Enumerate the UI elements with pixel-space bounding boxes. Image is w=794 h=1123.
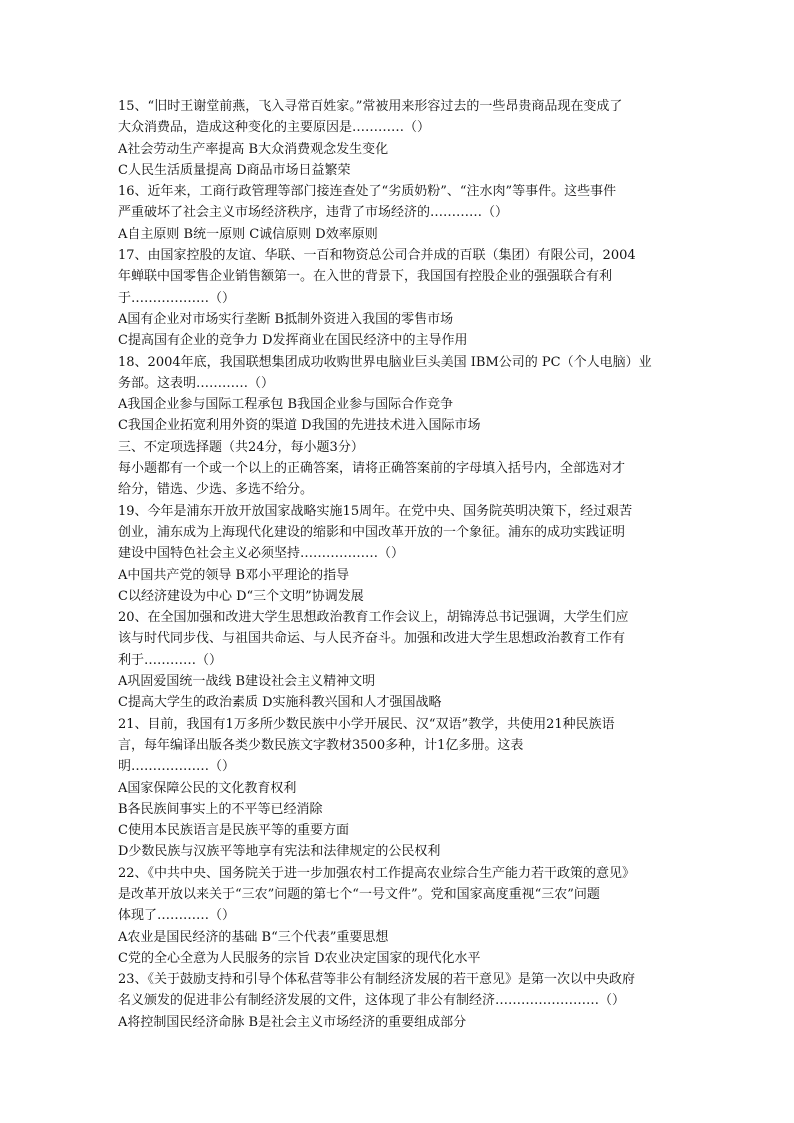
text-line: 22、《中共中央、国务院关于进一步加强农村工作提高农业综合生产能力若干政策的意见》 bbox=[118, 865, 636, 881]
text-line: 言，每年编译出版各类少数民族文字教材3500多种，计1亿多册。这表 bbox=[118, 737, 524, 753]
text-line: 于………………（） bbox=[118, 290, 236, 306]
text-line: 每小题都有一个或一个以上的正确答案，请将正确答案前的字母填入括号内，全部选对才 bbox=[118, 461, 626, 477]
document-body bbox=[118, 96, 678, 1033]
text-line: D少数民族与汉族平等地享有宪法和法律规定的公民权利 bbox=[118, 844, 441, 860]
text-line: C提高国有企业的竞争力 D发挥商业在国民经济中的主导作用 bbox=[118, 333, 468, 349]
text-line: 给分，错选、少选、多选不给分。 bbox=[118, 482, 314, 498]
text-line: 16、近年来，工商行政管理等部门接连查处了“劣质奶粉”、“注水肉”等事件。这些事件 bbox=[118, 184, 617, 200]
text-line: 年蝉联中国零售企业销售额第一。在入世的背景下，我国国有控股企业的强强联合有利 bbox=[118, 269, 613, 285]
text-line: 创业，浦东成为上海现代化建设的缩影和中国改革开放的一个象征。浦东的成功实践证明 bbox=[118, 524, 626, 540]
text-line: A巩固爱国统一战线 B建设社会主义精神文明 bbox=[118, 674, 376, 690]
text-line: 利于…………（） bbox=[118, 652, 223, 668]
text-line: 19、今年是浦东开放开放国家战略实施15周年。在党中央、国务院英明决策下，经过艰苦 bbox=[118, 503, 633, 519]
text-line: B各民族间事实上的不平等已经消除 bbox=[118, 801, 323, 817]
text-line: 名义颁发的促进非公有制经济发展的文件，这体现了非公有制经济……………………（） bbox=[118, 993, 626, 1009]
text-line: 务部。这表明…………（） bbox=[118, 375, 275, 391]
text-line: 是改革开放以来关于“三农”问题的第七个“一号文件”。党和国家高度重视“三农”问题 bbox=[118, 886, 600, 902]
text-line: 23、《关于鼓励支持和引导个体私营等非公有制经济发展的若干意见》是第一次以中央政府 bbox=[118, 972, 636, 988]
text-line: C党的全心全意为人民服务的宗旨 D农业决定国家的现代化水平 bbox=[118, 950, 481, 966]
text-line: 18、2004年底，我国联想集团成功收购世界电脑业巨头美国 IBM公司的 PC（个人电脑）业 bbox=[118, 354, 652, 370]
text-line: 体现了…………（） bbox=[118, 908, 236, 924]
text-line: 严重破坏了社会主义市场经济秩序，违背了市场经济的…………（） bbox=[118, 205, 509, 221]
text-line: 21、目前，我国有1万多所少数民族中小学开展民、汉“双语”教学，共使用21种民族语 bbox=[118, 716, 615, 732]
text-line: A国家保障公民的文化教育权利 bbox=[118, 780, 297, 796]
text-line: A国有企业对市场实行垄断 B抵制外资进入我国的零售市场 bbox=[118, 311, 454, 327]
text-line: 15、“旧时王谢堂前燕，飞入寻常百姓家。”常被用来形容过去的一些昂贵商品现在变成了 bbox=[118, 99, 623, 114]
text-line: C使用本民族语言是民族平等的重要方面 bbox=[118, 823, 349, 839]
section-heading: 三、不定项选择题（共24分，每小题3分） bbox=[118, 439, 364, 455]
text-line: A自主原则 B统一原则 C诚信原则 D效率原则 bbox=[118, 226, 378, 242]
text-line: C人民生活质量提高 D商品市场日益繁荣 bbox=[118, 162, 351, 178]
text-line: C我国企业拓宽利用外资的渠道 D我国的先进技术进入国际市场 bbox=[118, 418, 481, 434]
text-line: 20、在全国加强和改进大学生思想政治教育工作会议上，胡锦涛总书记强调，大学生们应 bbox=[118, 610, 629, 626]
text-line: A中国共产党的领导 B邓小平理论的指导 bbox=[118, 567, 350, 583]
text-line: 明………………（） bbox=[118, 759, 236, 775]
text-line: C提高大学生的政治素质 D实施科教兴国和人才强国战略 bbox=[118, 695, 442, 711]
text-line: A将控制国民经济命脉 B是社会主义市场经济的重要组成部分 bbox=[118, 1014, 467, 1030]
text-line: 17、由国家控股的友谊、华联、一百和物资总公司合并成的百联（集团）有限公司，2004 bbox=[118, 248, 636, 264]
text-line: A我国企业参与国际工程承包 B我国企业参与国际合作竞争 bbox=[118, 397, 454, 413]
text-line: A农业是国民经济的基础 B“三个代表”重要思想 bbox=[118, 929, 389, 945]
text-line: 大众消费品，造成这种变化的主要原因是…………（） bbox=[118, 120, 431, 136]
text-line: 该与时代同步伐、与祖国共命运、与人民齐奋斗。加强和改进大学生思想政治教育工作有 bbox=[118, 631, 626, 647]
text-line: A社会劳动生产率提高 B大众消费观念发生变化 bbox=[118, 141, 389, 157]
text-line: C以经济建设为中心 D“三个文明”协调发展 bbox=[118, 588, 364, 604]
text-line: 建设中国特色社会主义必须坚持………………（） bbox=[118, 546, 405, 562]
